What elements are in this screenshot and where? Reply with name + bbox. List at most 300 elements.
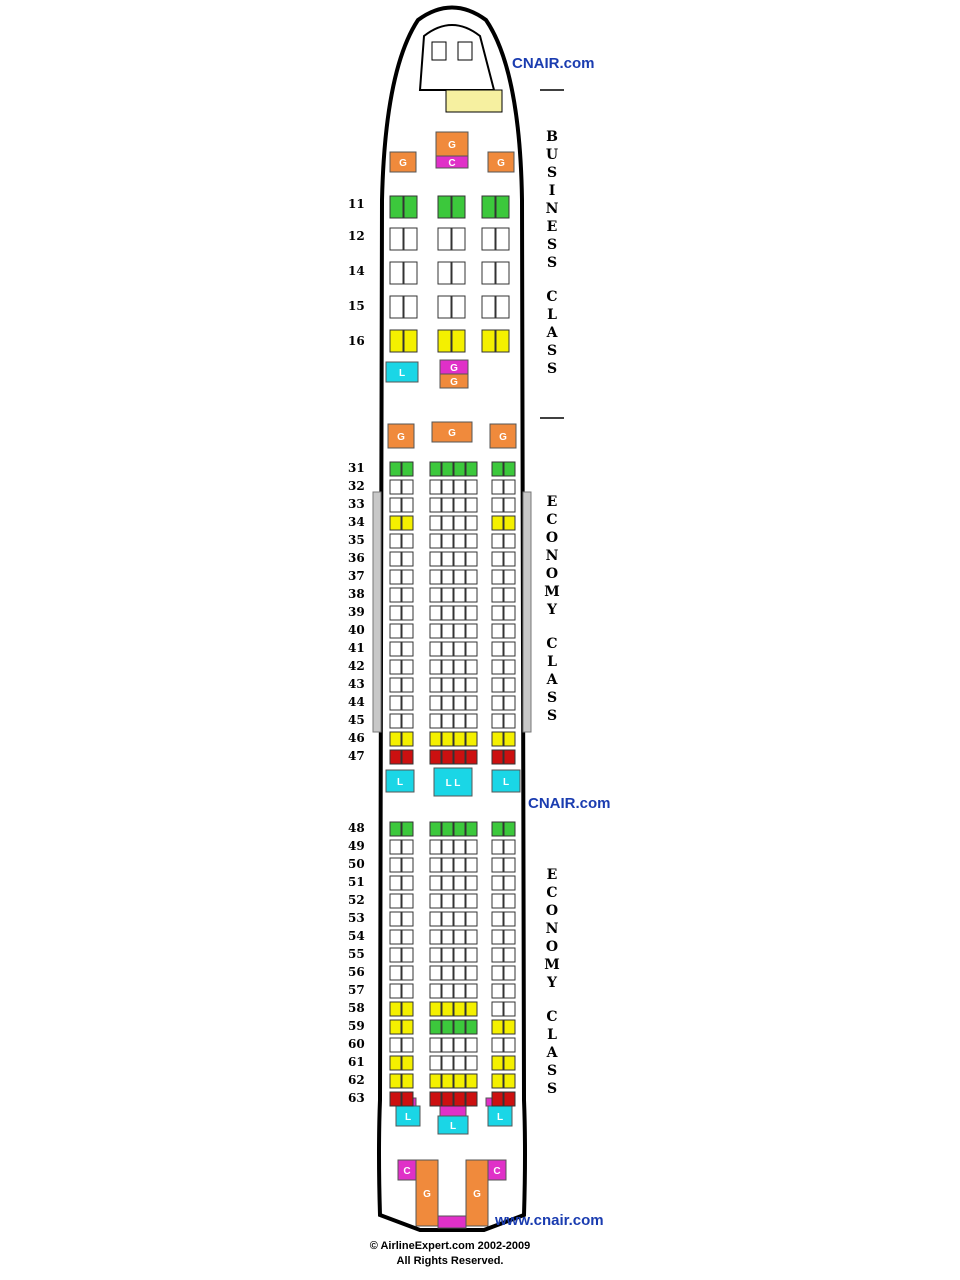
closet-label: C	[403, 1166, 411, 1177]
economy-seat-center	[430, 1074, 441, 1088]
economy-seat-left	[402, 534, 413, 548]
galley-label: G	[448, 140, 456, 151]
business-seat	[452, 228, 465, 250]
economy-seat-left	[402, 1092, 413, 1106]
economy-seat-right	[492, 462, 503, 476]
economy-seat-left	[390, 552, 401, 566]
economy-seat-center	[442, 660, 453, 674]
economy-seat-right	[504, 678, 515, 692]
brand-bottom[interactable]: www.cnair.com	[495, 1212, 604, 1229]
economy-seat-right	[492, 858, 503, 872]
economy-seat-right	[492, 966, 503, 980]
economy-seat-left	[402, 750, 413, 764]
economy-seat-center	[454, 714, 465, 728]
economy-seat-center	[466, 948, 477, 962]
economy-seat-left	[402, 642, 413, 656]
section-label-economy-2: E C O N O M Y C L A S S	[544, 867, 560, 1097]
economy-seat-center	[442, 1020, 453, 1034]
economy-seat-center	[442, 750, 453, 764]
economy-seat-center	[430, 912, 441, 926]
economy-seat-center	[466, 516, 477, 530]
economy-seat-center	[430, 1092, 441, 1106]
row-number: 55	[348, 947, 365, 961]
galley-label: G	[397, 432, 405, 443]
business-seat	[404, 228, 417, 250]
economy-seat-right	[504, 750, 515, 764]
business-seat	[438, 228, 451, 250]
economy-seat-right	[504, 840, 515, 854]
business-seat	[496, 296, 509, 318]
economy-seat-center	[454, 516, 465, 530]
economy-seat-center	[442, 696, 453, 710]
economy-seat-center	[442, 462, 453, 476]
economy-seat-right	[492, 732, 503, 746]
economy-seat-right	[504, 570, 515, 584]
economy-seat-center	[430, 930, 441, 944]
economy-seat-left	[402, 948, 413, 962]
economy-seat-center	[454, 570, 465, 584]
economy-seat-center	[454, 930, 465, 944]
economy-seat-center	[430, 1002, 441, 1016]
economy-seat-center	[454, 1092, 465, 1106]
economy-seat-left	[390, 696, 401, 710]
economy-seat-left	[390, 822, 401, 836]
economy-seat-center	[442, 984, 453, 998]
economy-seat-center	[430, 894, 441, 908]
economy-seat-right	[504, 534, 515, 548]
economy-seat-center	[430, 534, 441, 548]
economy-seat-left	[390, 660, 401, 674]
economy-seat-center	[442, 516, 453, 530]
economy-seat-center	[430, 1056, 441, 1070]
economy-seat-center	[466, 858, 477, 872]
economy-seat-center	[454, 1038, 465, 1052]
economy-seat-center	[442, 534, 453, 548]
economy-seat-left	[390, 624, 401, 638]
economy-seat-center	[442, 498, 453, 512]
economy-seat-center	[442, 912, 453, 926]
economy-seat-left	[402, 714, 413, 728]
economy-seat-center	[442, 480, 453, 494]
row-number: 11	[348, 197, 365, 211]
economy-seat-left	[402, 516, 413, 530]
economy-seat-left	[390, 1038, 401, 1052]
economy-seat-right	[492, 570, 503, 584]
economy-seat-center	[454, 552, 465, 566]
economy-seat-center	[430, 624, 441, 638]
economy-seat-left	[390, 876, 401, 890]
economy-seat-center	[454, 462, 465, 476]
closet-label: C	[493, 1166, 501, 1177]
economy-seat-center	[442, 1092, 453, 1106]
economy-seat-right	[504, 948, 515, 962]
economy-seat-center	[430, 750, 441, 764]
economy-seat-center	[454, 822, 465, 836]
economy-seat-left	[390, 912, 401, 926]
economy-seat-center	[430, 480, 441, 494]
section-label-economy-1: E C O N O M Y C L A S S	[544, 494, 560, 724]
lavatory-label: L	[496, 1112, 504, 1123]
economy-seat-right	[492, 1074, 503, 1088]
row-number: 59	[348, 1019, 365, 1033]
economy-seat-center	[466, 966, 477, 980]
economy-seat-right	[492, 642, 503, 656]
economy-seat-center	[430, 696, 441, 710]
row-number: 54	[348, 929, 365, 943]
economy-seat-center	[466, 660, 477, 674]
row-number: 60	[348, 1037, 365, 1051]
economy-seat-center	[430, 552, 441, 566]
galley-label: G	[448, 428, 456, 439]
business-seat	[404, 296, 417, 318]
row-number: 48	[348, 821, 365, 835]
economy-seat-left	[402, 966, 413, 980]
lavatory-label: L	[449, 1121, 457, 1132]
row-number: 61	[348, 1055, 365, 1069]
economy-seat-center	[454, 480, 465, 494]
business-seat	[404, 330, 417, 352]
row-number: 62	[348, 1073, 365, 1087]
copyright-line: © AirlineExpert.com 2002-2009	[369, 1240, 531, 1252]
economy-seat-center	[454, 840, 465, 854]
economy-seat-center	[454, 1056, 465, 1070]
economy-seat-center	[430, 984, 441, 998]
cockpit-seat	[458, 42, 472, 60]
economy-seat-left	[390, 930, 401, 944]
economy-seat-right	[492, 1092, 503, 1106]
economy-seat-right	[504, 930, 515, 944]
economy-seat-right	[492, 930, 503, 944]
economy-seat-center	[454, 534, 465, 548]
row-number: 49	[348, 839, 365, 853]
economy-seat-center	[442, 678, 453, 692]
economy-seat-left	[402, 678, 413, 692]
economy-seat-left	[390, 1002, 401, 1016]
economy-seat-center	[454, 966, 465, 980]
row-number: 56	[348, 965, 365, 979]
economy-seat-left	[390, 570, 401, 584]
economy-seat-left	[390, 948, 401, 962]
economy-seat-left	[402, 606, 413, 620]
economy-seat-right	[492, 876, 503, 890]
business-seat	[496, 330, 509, 352]
economy-seat-right	[492, 498, 503, 512]
economy-seat-right	[504, 1074, 515, 1088]
economy-seat-right	[492, 1038, 503, 1052]
economy-seat-center	[466, 876, 477, 890]
business-seat	[482, 262, 495, 284]
economy-seat-center	[430, 660, 441, 674]
economy-seat-left	[390, 642, 401, 656]
economy-seat-center	[430, 822, 441, 836]
economy-seat-center	[466, 1038, 477, 1052]
economy-seat-left	[390, 534, 401, 548]
economy-seat-left	[402, 498, 413, 512]
economy-seat-center	[454, 1020, 465, 1034]
economy-seat-center	[454, 984, 465, 998]
business-seat	[482, 330, 495, 352]
economy-seat-right	[504, 894, 515, 908]
economy-seat-center	[442, 588, 453, 602]
economy-seat-center	[466, 840, 477, 854]
row-number: 34	[348, 515, 365, 529]
economy-seat-left	[402, 984, 413, 998]
economy-seat-right	[504, 1020, 515, 1034]
economy-seat-left	[402, 462, 413, 476]
economy-seat-right	[504, 714, 515, 728]
economy-seat-center	[466, 552, 477, 566]
lavatory-label: L	[404, 1112, 412, 1123]
economy-seat-right	[492, 912, 503, 926]
economy-seat-left	[390, 462, 401, 476]
economy-seat-center	[466, 732, 477, 746]
economy-seat-right	[492, 588, 503, 602]
economy-seat-right	[504, 1092, 515, 1106]
economy-seat-right	[504, 822, 515, 836]
galley-label: G	[497, 158, 505, 169]
economy-seat-right	[492, 660, 503, 674]
business-seat	[438, 262, 451, 284]
business-seat	[482, 228, 495, 250]
economy-seat-center	[466, 1074, 477, 1088]
business-seat	[496, 228, 509, 250]
economy-seat-left	[402, 1038, 413, 1052]
economy-seat-center	[466, 750, 477, 764]
economy-seat-right	[504, 1056, 515, 1070]
economy-seat-center	[454, 498, 465, 512]
economy-seat-left	[402, 552, 413, 566]
row-number: 42	[348, 659, 365, 673]
economy-seat-right	[492, 552, 503, 566]
economy-seat-center	[454, 606, 465, 620]
economy-seat-center	[430, 1020, 441, 1034]
economy-seat-left	[390, 858, 401, 872]
economy-seat-center	[466, 624, 477, 638]
economy-seat-center	[466, 1020, 477, 1034]
economy-seat-center	[442, 930, 453, 944]
economy-seat-left	[390, 480, 401, 494]
economy-seat-right	[492, 480, 503, 494]
economy-seat-right	[492, 948, 503, 962]
economy-seat-center	[454, 876, 465, 890]
economy-seat-left	[390, 1020, 401, 1034]
economy-seat-center	[466, 930, 477, 944]
economy-seat-left	[390, 732, 401, 746]
economy-seat-center	[466, 984, 477, 998]
row-number: 37	[348, 569, 365, 583]
economy-seat-center	[466, 822, 477, 836]
economy-seat-center	[442, 822, 453, 836]
economy-seat-left	[390, 714, 401, 728]
galley-label: G	[399, 158, 407, 169]
economy-seat-left	[402, 660, 413, 674]
economy-seat-center	[442, 894, 453, 908]
economy-seat-left	[390, 894, 401, 908]
economy-seat-left	[390, 588, 401, 602]
economy-seat-left	[402, 858, 413, 872]
economy-seat-right	[492, 606, 503, 620]
row-number: 15	[348, 299, 365, 313]
economy-seat-center	[430, 462, 441, 476]
economy-seat-center	[442, 552, 453, 566]
economy-seat-center	[466, 462, 477, 476]
economy-seat-center	[430, 948, 441, 962]
row-number: 38	[348, 587, 365, 601]
economy-seat-left	[402, 588, 413, 602]
economy-seat-center	[430, 840, 441, 854]
row-number: 50	[348, 857, 365, 871]
economy-seat-center	[430, 966, 441, 980]
economy-seat-right	[504, 858, 515, 872]
row-number: 41	[348, 641, 365, 655]
economy-seat-center	[466, 894, 477, 908]
row-number: 12	[348, 229, 365, 243]
economy-seat-center	[466, 1056, 477, 1070]
economy-seat-right	[492, 1002, 503, 1016]
economy-seat-right	[504, 984, 515, 998]
economy-seat-center	[430, 1038, 441, 1052]
economy-seat-right	[492, 750, 503, 764]
economy-seat-center	[466, 534, 477, 548]
lavatory-label: L	[502, 777, 510, 788]
row-number: 39	[348, 605, 365, 619]
economy-seat-center	[454, 912, 465, 926]
galley-label: G	[423, 1189, 431, 1200]
economy-seat-right	[504, 696, 515, 710]
row-number: 40	[348, 623, 365, 637]
economy-seat-center	[430, 714, 441, 728]
economy-seat-center	[454, 642, 465, 656]
economy-seat-center	[442, 624, 453, 638]
economy-seat-center	[430, 516, 441, 530]
economy-seat-right	[504, 480, 515, 494]
economy-seat-right	[504, 606, 515, 620]
economy-seat-right	[504, 642, 515, 656]
economy-seat-center	[466, 480, 477, 494]
economy-seat-center	[442, 642, 453, 656]
economy-seat-right	[504, 1002, 515, 1016]
business-seat	[404, 196, 417, 218]
business-seat	[482, 296, 495, 318]
economy-seat-left	[402, 894, 413, 908]
brand-top[interactable]: CNAIR.com	[512, 55, 595, 72]
row-number: 36	[348, 551, 365, 565]
economy-seat-right	[492, 516, 503, 530]
economy-seat-left	[390, 606, 401, 620]
economy-seat-left	[402, 1074, 413, 1088]
economy-seat-center	[430, 606, 441, 620]
row-number: 16	[348, 334, 365, 348]
row-number: 57	[348, 983, 365, 997]
business-seat	[438, 196, 451, 218]
wing-left	[373, 492, 381, 732]
lavatory-label: L L	[445, 778, 461, 789]
economy-seat-right	[492, 984, 503, 998]
economy-seat-left	[390, 1056, 401, 1070]
economy-seat-left	[402, 1002, 413, 1016]
economy-seat-right	[492, 696, 503, 710]
economy-seat-center	[466, 588, 477, 602]
economy-seat-center	[454, 660, 465, 674]
row-number: 43	[348, 677, 365, 691]
economy-seat-left	[402, 912, 413, 926]
economy-seat-center	[454, 624, 465, 638]
economy-seat-center	[466, 1092, 477, 1106]
economy-seat-center	[430, 588, 441, 602]
economy-seat-left	[390, 750, 401, 764]
economy-seat-center	[442, 948, 453, 962]
economy-seat-center	[430, 642, 441, 656]
economy-seat-left	[390, 516, 401, 530]
row-number: 32	[348, 479, 365, 493]
business-seat	[496, 196, 509, 218]
economy-seat-left	[402, 822, 413, 836]
brand-middle[interactable]: CNAIR.com	[528, 795, 611, 812]
economy-seat-left	[402, 624, 413, 638]
economy-seat-left	[402, 930, 413, 944]
economy-seat-center	[466, 678, 477, 692]
economy-seat-center	[466, 714, 477, 728]
economy-seat-center	[466, 606, 477, 620]
crew-rest	[446, 90, 502, 112]
economy-seat-center	[466, 498, 477, 512]
economy-seat-right	[504, 516, 515, 530]
galley-label: G	[499, 432, 507, 443]
economy-seat-left	[402, 480, 413, 494]
rights-line: All Rights Reserved.	[396, 1255, 504, 1267]
economy-seat-center	[454, 1074, 465, 1088]
economy-seat-left	[390, 498, 401, 512]
economy-seat-right	[504, 876, 515, 890]
economy-seat-right	[492, 1056, 503, 1070]
economy-seat-center	[442, 1038, 453, 1052]
economy-seat-center	[454, 750, 465, 764]
economy-seat-right	[504, 732, 515, 746]
economy-seat-right	[504, 912, 515, 926]
economy-seat-left	[390, 678, 401, 692]
row-number: 52	[348, 893, 365, 907]
economy-seat-right	[492, 1020, 503, 1034]
business-seat	[438, 330, 451, 352]
economy-seat-center	[466, 696, 477, 710]
economy-seat-center	[442, 714, 453, 728]
row-number: 33	[348, 497, 365, 511]
galley-label: G	[473, 1189, 481, 1200]
economy-seat-right	[492, 894, 503, 908]
economy-seat-right	[492, 678, 503, 692]
economy-seat-center	[430, 498, 441, 512]
business-seat	[496, 262, 509, 284]
galley-label: G	[450, 377, 458, 388]
economy-seat-center	[454, 948, 465, 962]
economy-seat-center	[442, 1074, 453, 1088]
row-number: 58	[348, 1001, 365, 1015]
section-label-business: B U S I N E S S C L A S S	[545, 129, 559, 377]
economy-seat-center	[466, 1002, 477, 1016]
row-number: 44	[348, 695, 365, 709]
business-seat	[438, 296, 451, 318]
economy-seat-right	[492, 714, 503, 728]
economy-seat-right	[504, 660, 515, 674]
economy-seat-center	[454, 858, 465, 872]
row-number: 51	[348, 875, 365, 889]
economy-seat-center	[442, 606, 453, 620]
economy-seat-left	[390, 840, 401, 854]
economy-seat-center	[430, 570, 441, 584]
economy-seat-center	[454, 894, 465, 908]
economy-seat-center	[454, 696, 465, 710]
economy-seat-center	[430, 678, 441, 692]
